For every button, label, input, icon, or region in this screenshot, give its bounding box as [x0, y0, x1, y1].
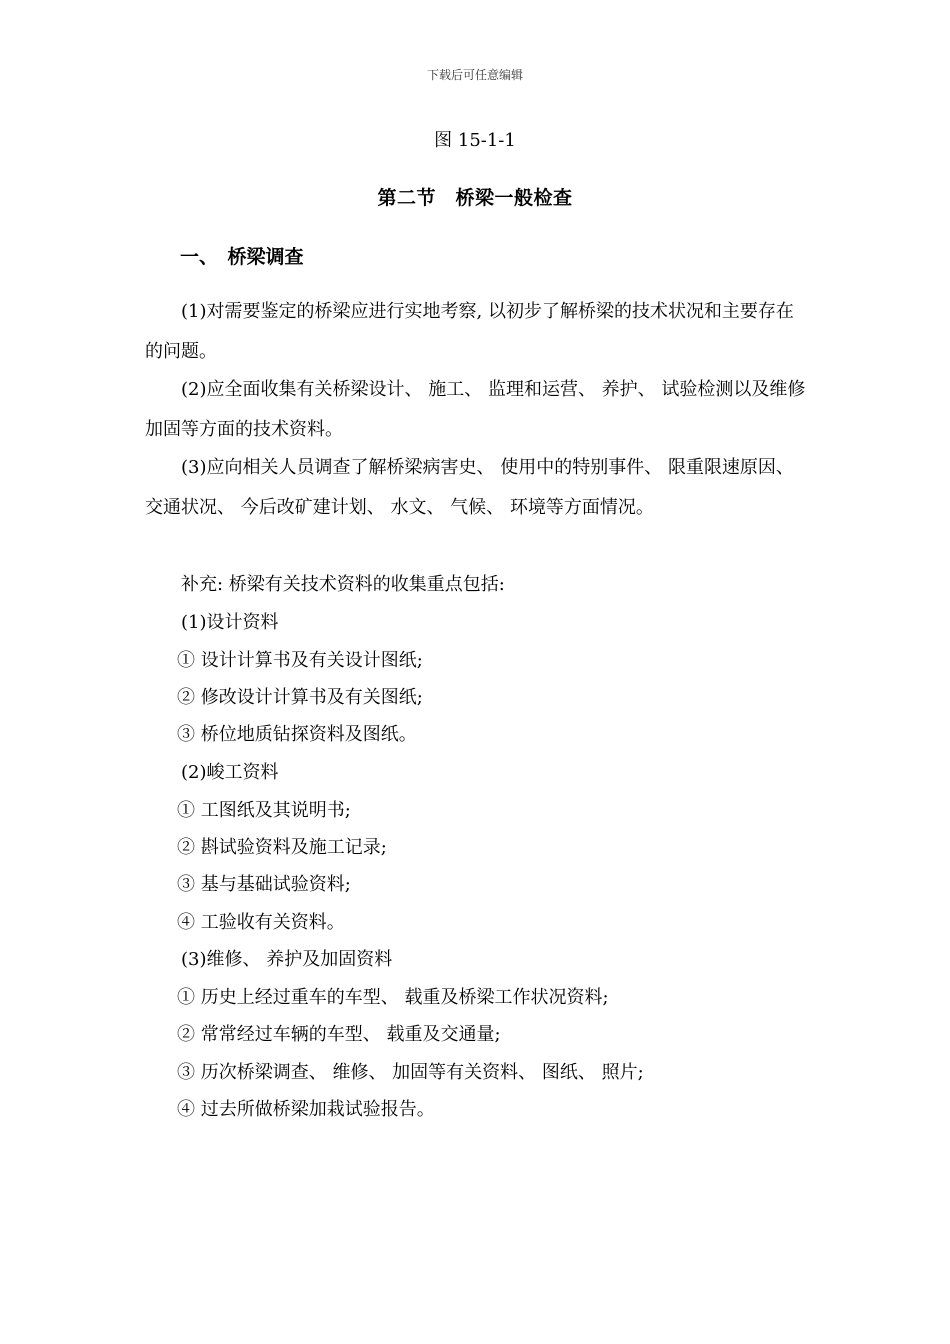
list-item: ③ 历次桥梁调查、 维修、 加固等有关资料、 图纸、 照片; [177, 1062, 644, 1083]
list-item: ① 设计计算书及有关设计图纸; [177, 650, 423, 671]
list-item: ④ 工验收有关资料。 [177, 912, 345, 933]
list-item: ② 斟试验资料及施工记录; [177, 837, 387, 858]
paragraph-1: (1)对需要鉴定的桥梁应进行实地考察, 以初步了解桥梁的技术状况和主要存在的问题。 [145, 301, 794, 362]
figure-caption: 图 15-1-1 [434, 130, 516, 151]
paragraph-2: (2)应全面收集有关桥梁设计、 施工、 监理和运营、 养护、 试验检测以及维修加固等方面的技术资料。 [145, 379, 806, 440]
list-item: ① 工图纸及其说明书; [177, 800, 351, 821]
list-item: ④ 过去所做桥梁加栽试验报告。 [177, 1099, 435, 1120]
group-heading-completion: (2)峻工资料 [181, 762, 279, 783]
list-item: ③ 基与基础试验资料; [177, 874, 351, 895]
list-item: ① 历史上经过重车的车型、 载重及桥梁工作状况资料; [177, 987, 609, 1008]
paragraph-3: (3)应向相关人员调查了解桥梁病害史、 使用中的特别事件、 限重限速原因、 交通状况、 今后改矿建计划、 水文、 气候、 环境等方面情况。 [145, 457, 794, 518]
list-item: ② 常常经过车辆的车型、 载重及交通量; [177, 1024, 501, 1045]
group-heading-maintenance: (3)维修、 养护及加固资料 [181, 949, 393, 970]
header-note: 下载后可任意编辑 [426, 68, 523, 82]
group-heading-design: (1)设计资料 [181, 612, 279, 633]
supplement-intro: 补充: 桥梁有关技术资料的收集重点包括: [181, 574, 505, 595]
list-item: ③ 桥位地质钻探资料及图纸。 [177, 724, 417, 745]
subsection-title: 一、 桥梁调查 [180, 246, 304, 268]
section-title: 第二节 桥梁一般检查 [377, 187, 573, 209]
list-item: ② 修改设计计算书及有关图纸; [177, 687, 423, 708]
